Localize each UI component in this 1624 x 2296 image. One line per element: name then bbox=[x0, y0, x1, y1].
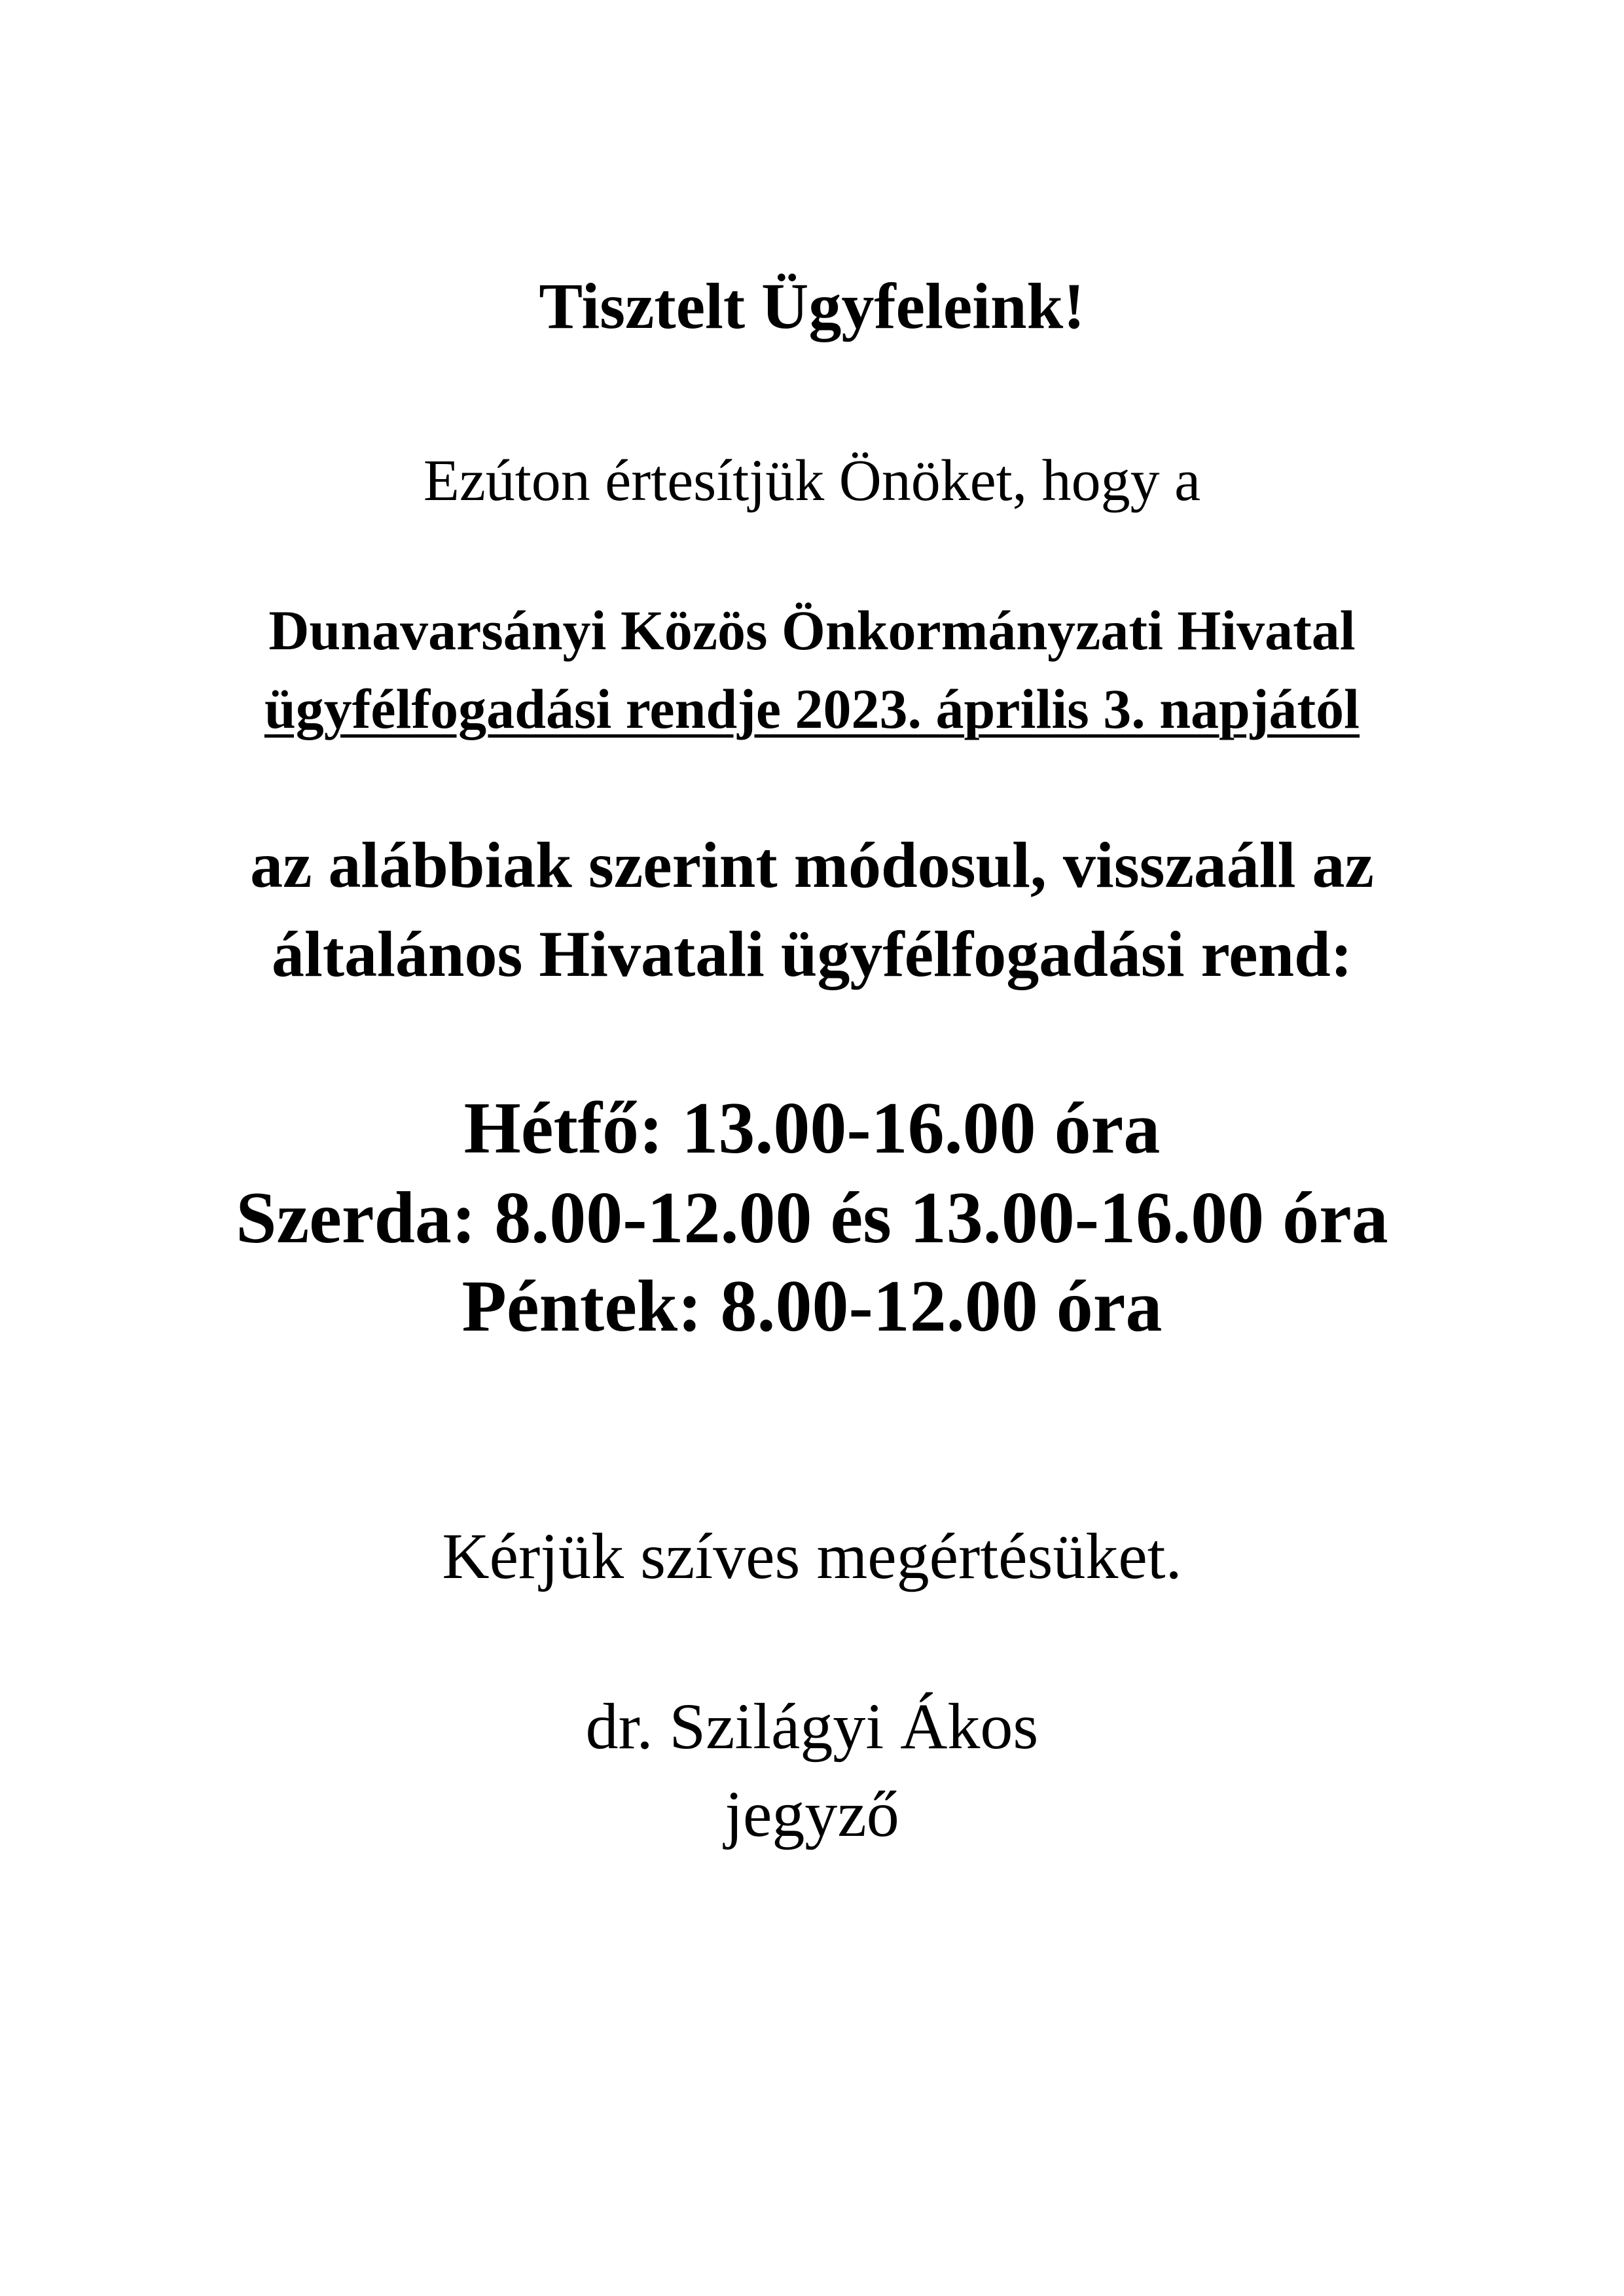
effective-date-line bbox=[0, 677, 1624, 740]
signer-title: jegyző bbox=[725, 1778, 899, 1850]
intro-text: Ezúton értesítjük Önöket, hogy a bbox=[423, 448, 1201, 513]
schedule-friday: Péntek: 8.00-12.00 óra bbox=[461, 1266, 1163, 1347]
change-line-2: általános Hivatali ügyfélfogadási rend: bbox=[271, 918, 1353, 990]
office-name: Dunavarsányi Közös Önkormányzati Hivatal bbox=[268, 599, 1356, 662]
greeting-heading: Tisztelt Ügyfeleink! bbox=[539, 270, 1085, 342]
schedule-wednesday: Szerda: 8.00-12.00 és 13.00-16.00 óra bbox=[236, 1177, 1388, 1259]
change-line-1: az alábbiak szerint módosul, visszaáll az bbox=[250, 829, 1374, 901]
schedule-monday: Hétfő: 13.00-16.00 óra bbox=[463, 1088, 1161, 1169]
effective-date-text: ügyfélfogadási rendje 2023. április 3. napjától bbox=[264, 677, 1360, 740]
signer-name: dr. Szilágyi Ákos bbox=[585, 1690, 1039, 1763]
closing-text: Kérjük szíves megértésüket. bbox=[442, 1520, 1182, 1592]
